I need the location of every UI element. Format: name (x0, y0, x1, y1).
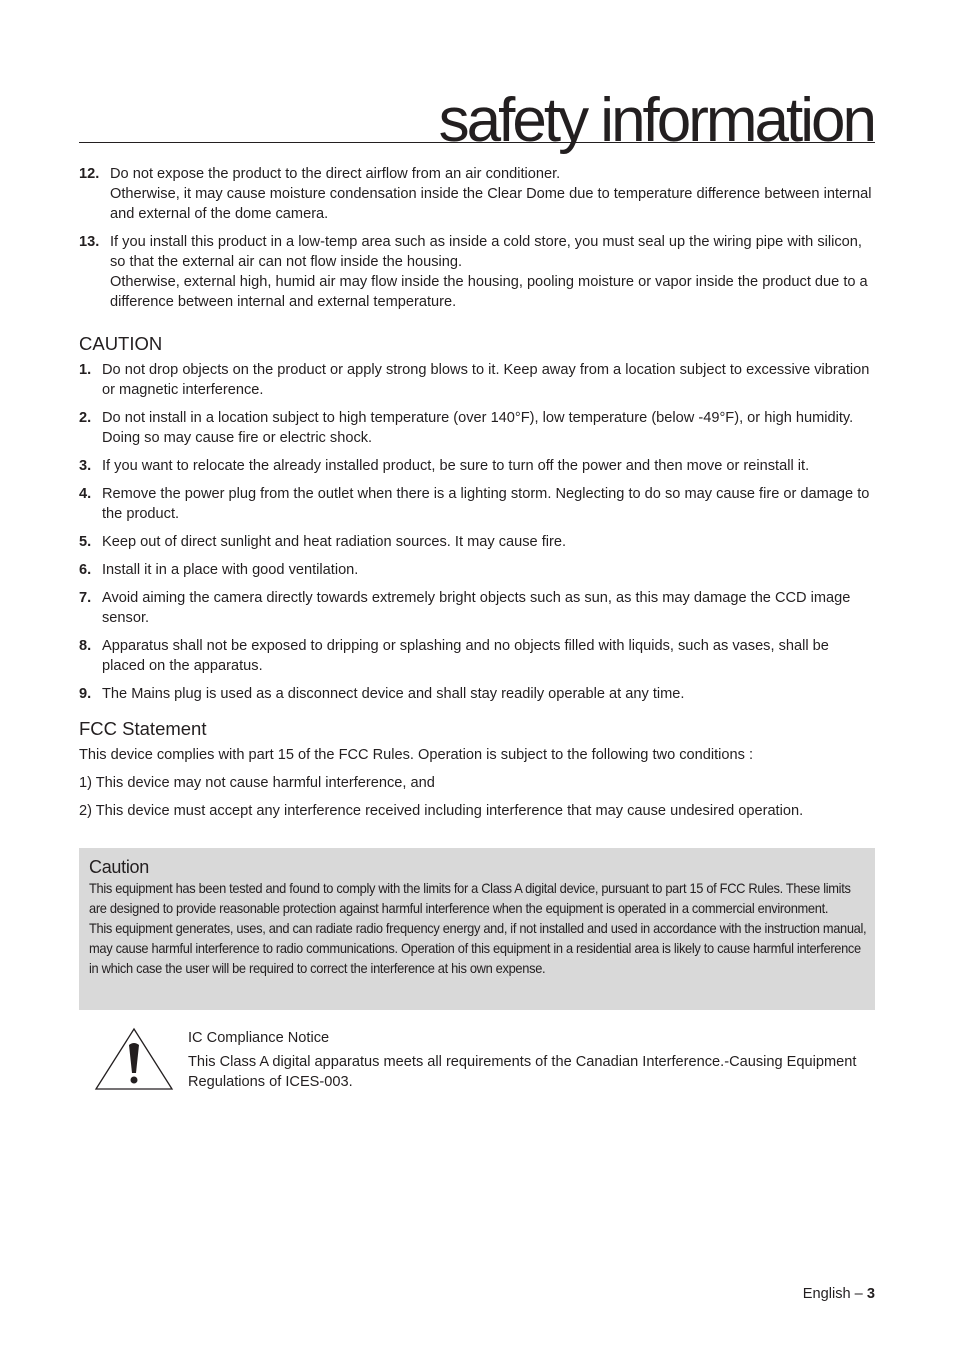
title-rule (79, 142, 875, 143)
ic-heading: IC Compliance Notice (188, 1030, 330, 1046)
ic-text: This Class A digital apparatus meets all requirements of the Canadian Interference.-Causing Equipment Regulations of ICES-003. (188, 1054, 857, 1090)
ic-compliance-notice (188, 1028, 878, 1092)
list-item (79, 588, 875, 628)
item-text (110, 164, 875, 224)
item-text: If you want to relocate the already installed product, be sure to turn off the power and then move or reinstall it. (102, 458, 810, 474)
item-text: Avoid aiming the camera directly towards extremely bright objects such as sun, as this may damage the CCD image sensor. (102, 590, 851, 626)
caution-box (79, 848, 875, 1010)
list-item (79, 408, 875, 448)
page-title: safety information (438, 86, 874, 155)
list-item (79, 456, 875, 476)
fcc-heading: FCC Statement (79, 718, 207, 739)
item-number: 7. (79, 590, 92, 606)
item-text: Keep out of direct sunlight and heat radiation sources. It may cause fire. (102, 534, 567, 550)
item-number: 3. (79, 458, 92, 474)
item-text: Apparatus shall not be exposed to dripping or splashing and no objects filled with liquids, such as vases, shall be placed on the apparatus. (102, 638, 829, 674)
item-text: The Mains plug is used as a disconnect device and shall stay readily operable at any time. (102, 686, 685, 702)
item-text: Do not install in a location subject to high temperature (over 140°F), low temperature (below -49°F), or high humidity. Doing so may cause fire or electric shock. (102, 410, 854, 446)
fcc-condition-1: 1) This device may not cause harmful interference, and (79, 775, 435, 791)
item-line: Otherwise, it may cause moisture condensation inside the Clear Dome due to temperature difference between internal and external of the dome camera. (110, 186, 872, 222)
item-number: 12. (79, 166, 100, 182)
item-line: Otherwise, external high, humid air may flow inside the housing, pooling moisture or vapor inside the product due to a difference between internal and external temperature. (110, 274, 868, 310)
footer-language: English – (802, 1286, 863, 1302)
caution-list (79, 360, 875, 712)
item-text: Install it in a place with good ventilation. (102, 562, 359, 578)
list-item (79, 532, 875, 552)
list-item (79, 164, 875, 224)
item-number: 13. (79, 234, 100, 250)
list-item (79, 684, 875, 704)
list-item (79, 360, 875, 400)
item-text: Do not drop objects on the product or apply strong blows to it. Keep away from a location subject to excessive vibration or magnetic interference. (102, 362, 870, 398)
fcc-condition-2: 2) This device must accept any interference received including interference that may cause undesired operation. (79, 803, 804, 819)
list-item (79, 636, 875, 676)
item-number: 2. (79, 410, 92, 426)
item-number: 4. (79, 486, 92, 502)
caution-box-heading: Caution (89, 857, 149, 877)
fcc-intro: This device complies with part 15 of the FCC Rules. Operation is subject to the following two conditions : (79, 747, 754, 763)
caution-box-paragraph: This equipment has been tested and found to comply with the limits for a Class A digital device, pursuant to part 15 of FCC Rules. These limits are designed to provide reasonable protection against harmful interference when the equipment is operated in a commercial environment. (89, 881, 851, 916)
list-item (79, 484, 875, 524)
item-text: Remove the power plug from the outlet when there is a lighting storm. Neglecting to do so may cause fire or damage to the product. (102, 486, 870, 522)
item-line: Do not expose the product to the direct airflow from an air conditioner. (110, 166, 561, 182)
page-footer (803, 1284, 875, 1304)
item-line: If you install this product in a low-temp area such as inside a cold store, you must seal up the wiring pipe with silicon, so that the external air can not flow inside the housing. (110, 234, 862, 270)
list-item (79, 232, 875, 312)
caution-heading: CAUTION (79, 333, 163, 354)
warning-triangle-icon (94, 1027, 174, 1091)
item-number: 8. (79, 638, 92, 654)
caution-box-paragraph: This equipment generates, uses, and can radiate radio frequency energy and, if not installed and used in accordance with the instruction manual, may cause harmful interference to radio communications. Operation of this equipment in a residential area is likely to cause harmful interference in which case the user will be required to correct the interference at his own expense. (89, 921, 867, 976)
safety-list-continued (79, 164, 875, 320)
item-number: 6. (79, 562, 92, 578)
footer-page-number: 3 (866, 1286, 875, 1302)
item-number: 1. (79, 362, 92, 378)
list-item (79, 560, 875, 580)
item-number: 9. (79, 686, 92, 702)
item-number: 5. (79, 534, 92, 550)
item-text (110, 232, 875, 312)
